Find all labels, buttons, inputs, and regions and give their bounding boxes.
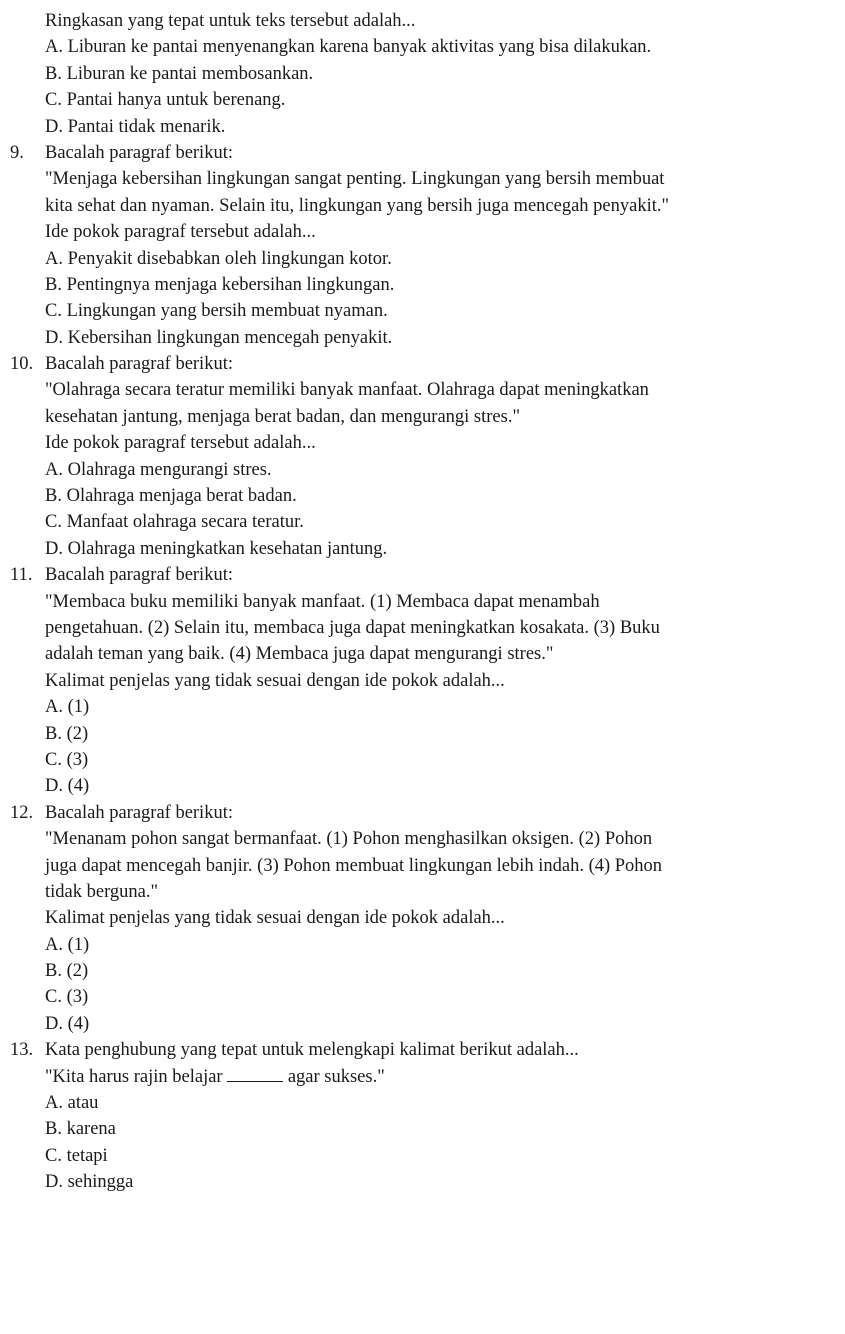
question-number: 13. [10, 1040, 34, 1061]
question-line: Bacalah paragraf berikut: [45, 354, 233, 375]
option-c: C. Pantai hanya untuk berenang. [45, 90, 286, 111]
question-text: Ringkasan yang tepat untuk teks tersebut adalah... [45, 11, 416, 31]
question-line: Kalimat penjelas yang tidak sesuai dengan ide pokok adalah... [45, 670, 505, 691]
option-d: D. Pantai tidak menarik. [45, 116, 226, 137]
question-11 [0, 562, 845, 800]
question-line: "Membaca buku memiliki banyak manfaat. (1) Membaca dapat menambah [45, 591, 600, 612]
question-line: pengetahuan. (2) Selain itu, membaca juga dapat meningkatkan kosakata. (3) Buku [45, 617, 660, 638]
question-line: Ide pokok paragraf tersebut adalah... [45, 222, 316, 243]
question-line: Kata penghubung yang tepat untuk melengkapi kalimat berikut adalah... [45, 1040, 579, 1061]
question-line: Bacalah paragraf berikut: [45, 802, 233, 823]
question-line: kesehatan jantung, menjaga berat badan, dan mengurangi stres." [45, 406, 521, 427]
option-d: D. sehingga [45, 1172, 134, 1193]
option-a: A. Liburan ke pantai menyenangkan karena banyak aktivitas yang bisa dilakukan. [45, 37, 652, 58]
option-b: B. karena [45, 1119, 116, 1140]
answer-blank [227, 1067, 283, 1082]
option-b: B. Olahraga menjaga berat badan. [45, 486, 297, 507]
question-number: 12. [10, 802, 34, 823]
option-b: B. Liburan ke pantai membosankan. [45, 63, 314, 84]
question-10 [0, 351, 845, 562]
question-13 [0, 1037, 845, 1195]
sentence-after-blank: agar sukses." [287, 1066, 385, 1087]
question-line: adalah teman yang baik. (4) Membaca juga dapat mengurangi stres." [45, 644, 554, 665]
option-c: C. tetapi [45, 1145, 108, 1166]
option-b: B. (2) [45, 723, 89, 744]
question-number: 11. [10, 565, 33, 586]
option-b: B. Pentingnya menjaga kebersihan lingkungan. [45, 274, 395, 295]
question-12 [0, 800, 845, 1038]
option-c: C. (3) [45, 749, 89, 770]
option-d: D. (4) [45, 776, 90, 797]
option-a: A. (1) [45, 697, 90, 718]
option-a: A. Olahraga mengurangi stres. [45, 459, 272, 480]
question-line: "Menjaga kebersihan lingkungan sangat penting. Lingkungan yang bersih membuat [45, 169, 665, 190]
option-b: B. (2) [45, 961, 89, 982]
question-line: Bacalah paragraf berikut: [45, 565, 233, 586]
question-line: "Olahraga secara teratur memiliki banyak manfaat. Olahraga dapat meningkatkan [45, 380, 649, 401]
question-line: Ide pokok paragraf tersebut adalah... [45, 433, 316, 454]
option-a: A. Penyakit disebabkan oleh lingkungan kotor. [45, 248, 392, 269]
question-line: Bacalah paragraf berikut: [45, 142, 233, 163]
sentence-before-blank: "Kita harus rajin belajar [45, 1066, 223, 1087]
option-c: C. Lingkungan yang bersih membuat nyaman. [45, 301, 388, 322]
question-number: 9. [10, 142, 24, 163]
question-line: tidak berguna." [45, 881, 159, 902]
option-c: C. (3) [45, 987, 89, 1008]
question-number: 10. [10, 354, 34, 375]
option-c: C. Manfaat olahraga secara teratur. [45, 512, 304, 533]
question-line: Kalimat penjelas yang tidak sesuai dengan ide pokok adalah... [45, 908, 505, 929]
option-d: D. Kebersihan lingkungan mencegah penyakit. [45, 327, 393, 348]
option-d: D. Olahraga meningkatkan kesehatan jantung. [45, 538, 388, 559]
question-9 [0, 140, 845, 351]
question-line: "Menanam pohon sangat bermanfaat. (1) Pohon menghasilkan oksigen. (2) Pohon [45, 829, 653, 850]
question-line: kita sehat dan nyaman. Selain itu, lingkungan yang bersih juga mencegah penyakit." [45, 195, 670, 216]
fill-in-sentence [45, 1064, 845, 1090]
option-a: A. (1) [45, 934, 90, 955]
option-d: D. (4) [45, 1013, 90, 1034]
question-8-continuation [0, 8, 845, 140]
option-a: A. atau [45, 1093, 99, 1114]
question-line: juga dapat mencegah banjir. (3) Pohon membuat lingkungan lebih indah. (4) Pohon [45, 855, 663, 876]
